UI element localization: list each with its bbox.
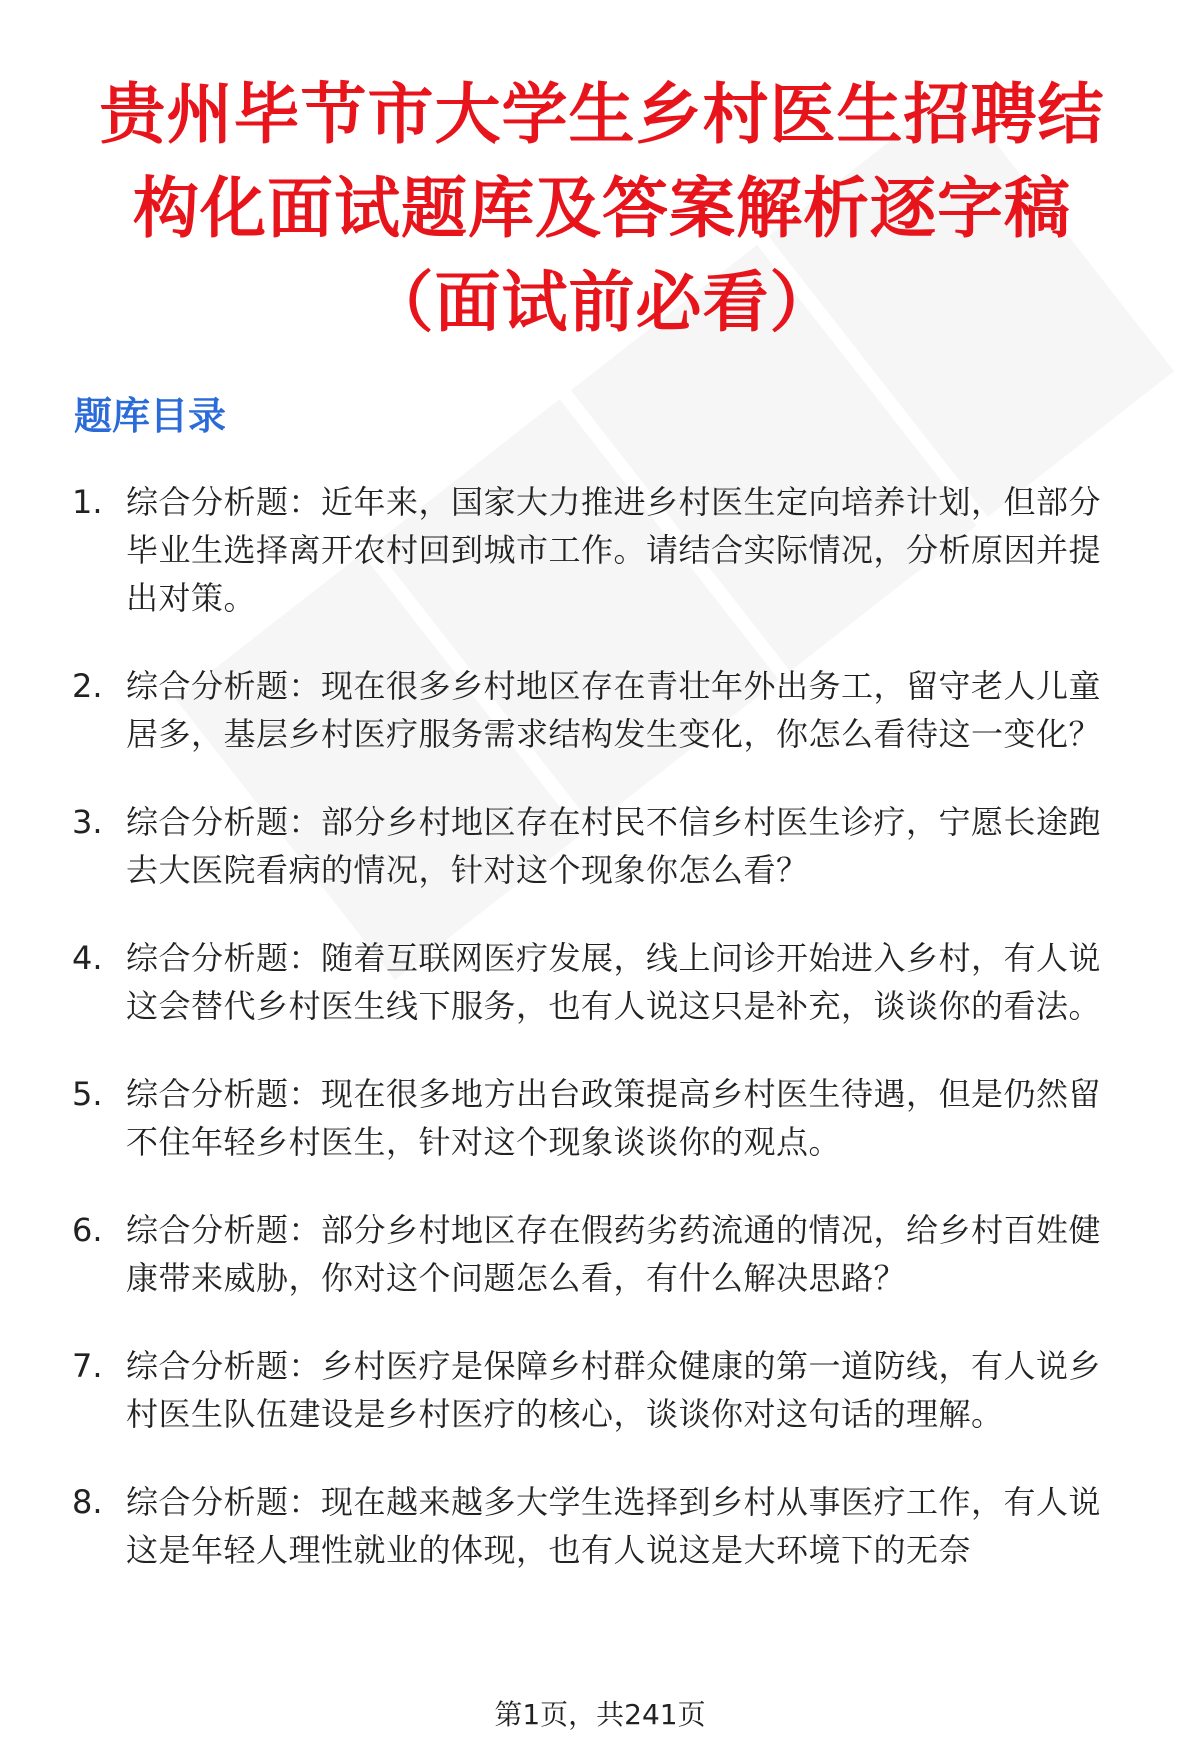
question-text: 综合分析题：近年来，国家大力推进乡村医生定向培养计划，但部分毕业生选择离开农村回到城市工作。请结合实际情况，分析原因并提出对策。 [126, 483, 1102, 617]
list-item [72, 798, 1132, 894]
section-heading: 题库目录 [74, 394, 227, 438]
question-number: 5. [72, 1075, 103, 1113]
question-number: 2. [72, 667, 103, 705]
question-text: 综合分析题：部分乡村地区存在假药劣药流通的情况，给乡村百姓健康带来威胁，你对这个问题怎么看，有什么解决思路？ [126, 1211, 1102, 1297]
question-text: 综合分析题：随着互联网医疗发展，线上问诊开始进入乡村，有人说这会替代乡村医生线下服务，也有人说这只是补充，谈谈你的看法。 [126, 939, 1102, 1025]
page-footer: 第1页，共241页 [494, 1698, 706, 1731]
question-number: 3. [72, 803, 103, 841]
list-item [72, 934, 1132, 1030]
list-item [72, 1070, 1132, 1166]
question-number: 7. [72, 1347, 103, 1385]
list-item [72, 1342, 1132, 1438]
list-item [72, 662, 1132, 758]
question-text: 综合分析题：现在很多乡村地区存在青壮年外出务工，留守老人儿童居多，基层乡村医疗服务需求结构发生变化，你怎么看待这一变化？ [126, 667, 1102, 753]
question-text: 综合分析题：部分乡村地区存在村民不信乡村医生诊疗，宁愿长途跑去大医院看病的情况，针对这个现象你怎么看？ [126, 803, 1102, 889]
question-number: 6. [72, 1211, 103, 1249]
question-number: 1. [72, 483, 103, 521]
list-item [72, 1478, 1132, 1574]
question-text: 综合分析题：乡村医疗是保障乡村群众健康的第一道防线，有人说乡村医生队伍建设是乡村医疗的核心，谈谈你对这句话的理解。 [126, 1347, 1102, 1433]
question-text: 综合分析题：现在越来越多大学生选择到乡村从事医疗工作，有人说这是年轻人理性就业的体现，也有人说这是大环境下的无奈 [126, 1483, 1102, 1569]
question-number: 4. [72, 939, 103, 977]
question-list [72, 478, 1132, 1574]
list-item [72, 478, 1132, 622]
question-number: 8. [72, 1483, 103, 1521]
question-text: 综合分析题：现在很多地方出台政策提高乡村医生待遇，但是仍然留不住年轻乡村医生，针对这个现象谈谈你的观点。 [126, 1075, 1102, 1161]
list-item [72, 1206, 1132, 1302]
document-title: 贵州毕节市大学生乡村医生招聘结构化面试题库及答案解析逐字稿（面试前必看） [99, 76, 1105, 341]
